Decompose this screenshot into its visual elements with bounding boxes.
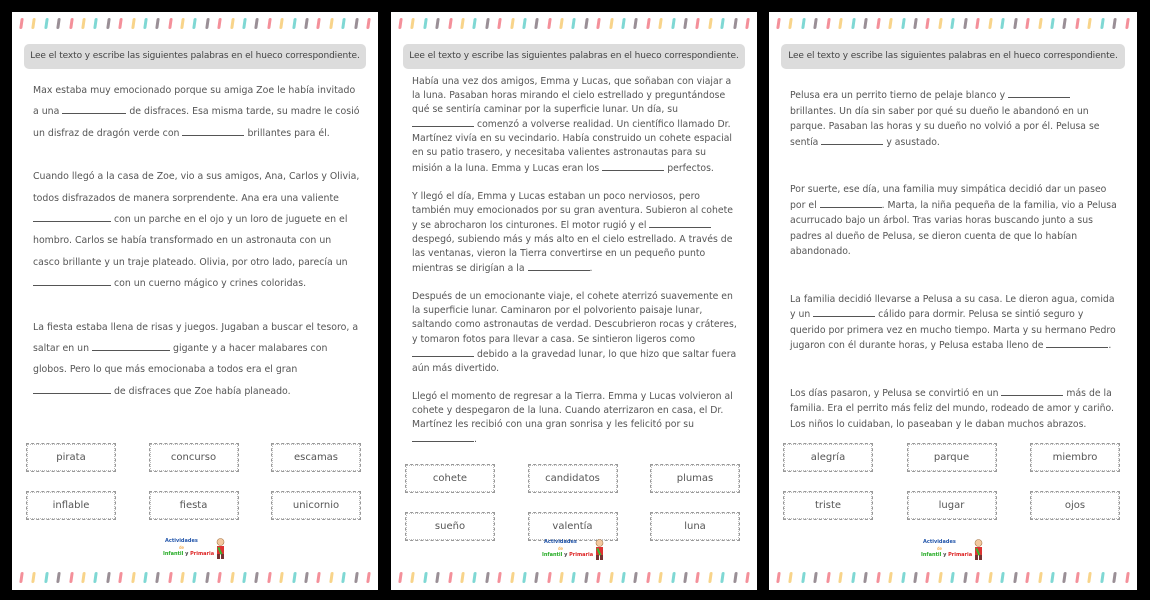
stripe-mark <box>863 18 868 29</box>
stripe-mark <box>131 18 136 29</box>
stripe-mark <box>658 18 663 29</box>
worksheet-page-1 <box>12 12 378 590</box>
word-card[interactable]: cohete <box>405 464 495 493</box>
stripe-mark <box>473 572 478 583</box>
stripe-mark <box>975 18 980 29</box>
word-bank <box>26 443 361 520</box>
stripe-mark <box>267 572 272 583</box>
stripe-mark <box>193 572 198 583</box>
stripe-mark <box>708 572 713 583</box>
worksheet-page-3 <box>769 12 1137 590</box>
stripe-mark <box>106 18 111 29</box>
stripe-mark <box>304 18 309 29</box>
stripe-mark <box>683 572 688 583</box>
stripe-mark <box>460 18 465 29</box>
stripe-mark <box>572 18 577 29</box>
stripe-mark <box>547 572 552 583</box>
stripe-mark <box>81 18 86 29</box>
stripe-mark <box>745 18 750 29</box>
stripe-mark <box>255 572 260 583</box>
word-card[interactable]: sueño <box>405 512 495 541</box>
word-card[interactable]: parque <box>907 443 997 472</box>
decorative-stripes-bottom <box>777 572 1129 584</box>
stripe-mark <box>366 18 371 29</box>
stripe-mark <box>1050 572 1055 583</box>
paragraph: Y llegó el día, Emma y Lucas estaban un poco nerviosos, pero también muy emocionados por su gran aventura. Subieron al cohete y se abrocharon los cinturones. El motor rugió y el despegó, subiendo más y más alto en el cielo estrellado. A través de las ventanas, vieron la Tierra convertirse en un pequeño punto mientras se dirigían a la . <box>412 190 733 275</box>
word-card[interactable]: concurso <box>149 443 239 472</box>
stripe-mark <box>1125 18 1130 29</box>
stripe-mark <box>814 18 819 29</box>
stripe-mark <box>851 18 856 29</box>
stripe-mark <box>304 572 309 583</box>
stripe-mark <box>398 18 403 29</box>
stripe-mark <box>609 18 614 29</box>
instruction-banner: Lee el texto y escribe las siguientes palabras en el hueco correspondiente. <box>24 44 366 69</box>
stripe-mark <box>926 572 931 583</box>
stripe-mark <box>423 18 428 29</box>
stripe-mark <box>205 572 210 583</box>
story-text <box>790 88 1119 464</box>
publisher-logo <box>542 539 606 563</box>
stripe-mark <box>1100 572 1105 583</box>
stripe-mark <box>354 18 359 29</box>
stripe-mark <box>975 572 980 583</box>
logo-text: de <box>558 546 563 551</box>
decorative-stripes-bottom <box>20 572 370 584</box>
stripe-mark <box>168 572 173 583</box>
stripe-mark <box>814 572 819 583</box>
stripe-mark <box>1038 572 1043 583</box>
worksheet-page-2 <box>391 12 757 590</box>
stripe-mark <box>423 572 428 583</box>
stripe-mark <box>143 572 148 583</box>
word-card[interactable]: plumas <box>650 464 740 493</box>
decorative-stripes-top <box>777 18 1129 30</box>
stripe-mark <box>876 572 881 583</box>
publisher-logo <box>921 539 985 563</box>
stripe-mark <box>341 572 346 583</box>
stripe-mark <box>913 18 918 29</box>
blank-field[interactable] <box>412 432 474 442</box>
stripe-mark <box>156 572 161 583</box>
stripe-mark <box>863 572 868 583</box>
logo-text: Actividades <box>544 539 577 545</box>
blank-field[interactable] <box>92 341 170 351</box>
stripe-mark <box>1063 572 1068 583</box>
stripe-mark <box>56 18 61 29</box>
stripe-mark <box>510 18 515 29</box>
stripe-mark <box>460 572 465 583</box>
logo-text: Actividades <box>165 538 198 544</box>
stripe-mark <box>205 18 210 29</box>
paragraph: Max estaba muy emocionado porque su amiga Zoe le había invitado a una de disfraces. Esa misma tarde, su madre le cosió un disfraz de dragón verde con brillantes para él. <box>33 85 360 139</box>
stripe-mark <box>801 572 806 583</box>
stripe-mark <box>776 18 781 29</box>
stripe-mark <box>1013 572 1018 583</box>
stripe-mark <box>411 572 416 583</box>
stripe-mark <box>94 572 99 583</box>
stripe-mark <box>951 572 956 583</box>
word-card[interactable]: escamas <box>271 443 361 472</box>
stripe-mark <box>720 18 725 29</box>
stripe-mark <box>559 18 564 29</box>
stripe-mark <box>584 18 589 29</box>
stripe-mark <box>230 18 235 29</box>
stripe-mark <box>1112 18 1117 29</box>
stripe-mark <box>329 18 334 29</box>
word-card[interactable]: fiesta <box>149 491 239 520</box>
stripe-mark <box>535 18 540 29</box>
stripe-mark <box>901 18 906 29</box>
stripe-mark <box>435 18 440 29</box>
paragraph: Por suerte, ese día, una familia muy simpática decidió dar un paseo por el . Marta, la niña pequeña de la familia, vio a Pelusa acurrucado bajo un árbol. Tras varias horas buscando junto a sus padres al dueño de Pelusa, se dieron cuenta de que lo habían abandonado. <box>790 184 1117 257</box>
paragraph: Después de un emocionante viaje, el cohete aterrizó suavemente en la superficie lunar. Caminaron por el polvoriento paisaje lunar, saltando como astronautas de verdad. Descubrieron rocas y cráteres, y tomaron fotos para llevar a casa. Se sintieron ligeros como debido a la gravedad lunar, lo que hizo que saltar fuera aún más divertido. <box>412 291 737 374</box>
logo-text: de <box>179 545 184 550</box>
stripe-mark <box>329 572 334 583</box>
word-card[interactable]: miembro <box>1030 443 1120 472</box>
stripe-mark <box>497 572 502 583</box>
blank-field[interactable] <box>62 104 126 114</box>
stripe-mark <box>32 18 37 29</box>
stripe-mark <box>851 572 856 583</box>
word-card[interactable]: valentía <box>528 512 618 541</box>
stripe-mark <box>255 18 260 29</box>
stripe-mark <box>789 18 794 29</box>
stripe-mark <box>19 18 24 29</box>
stripe-mark <box>876 18 881 29</box>
stripe-mark <box>1088 572 1093 583</box>
logo-text: Infantil y Primaria <box>542 552 594 558</box>
stripe-mark <box>118 18 123 29</box>
stripe-mark <box>448 18 453 29</box>
paragraph: Llegó el momento de regresar a la Tierra. Emma y Lucas volvieron al cohete y despegaron de la luna. Cuando aterrizaron en casa, el Dr. Martínez les recibió con una gran sonrisa y les felicitó por su . <box>412 390 733 446</box>
blank-field[interactable] <box>412 347 474 357</box>
stripe-mark <box>180 572 185 583</box>
stripe-mark <box>826 572 831 583</box>
paragraph: Los días pasaron, y Pelusa se convirtió en un más de la familia. Era el perrito más feliz del mundo, rodeado de amor y cariño. Los niños lo cuidaban, lo paseaban y le daban muchos abrazos. <box>790 387 1115 430</box>
blank-field[interactable] <box>1008 88 1070 98</box>
paragraph: La familia decidió llevarse a Pelusa a su casa. Le dieron agua, comida y un cálido para dormir. Pelusa se sintió seguro y querido por primera vez en mucho tiempo. Marta y su hermano Pedro jugaron con él durante horas, y Pelusa estaba lleno de . <box>790 293 1116 351</box>
stripe-mark <box>596 572 601 583</box>
stripe-mark <box>435 572 440 583</box>
blank-field[interactable] <box>821 135 883 145</box>
stripe-mark <box>411 18 416 29</box>
stripe-mark <box>292 18 297 29</box>
stripe-mark <box>19 572 24 583</box>
stripe-mark <box>522 572 527 583</box>
stripe-mark <box>56 572 61 583</box>
stripe-mark <box>696 572 701 583</box>
blank-field[interactable] <box>528 261 590 271</box>
stripe-mark <box>646 18 651 29</box>
blank-field[interactable] <box>813 307 875 317</box>
stripe-mark <box>720 572 725 583</box>
blank-field[interactable] <box>182 126 244 136</box>
stripe-mark <box>708 18 713 29</box>
decorative-stripes-top <box>399 18 749 30</box>
stripe-mark <box>242 572 247 583</box>
stripe-mark <box>838 18 843 29</box>
stripe-mark <box>217 18 222 29</box>
blank-field[interactable] <box>602 161 664 171</box>
story-text <box>412 75 739 461</box>
stripe-mark <box>951 18 956 29</box>
stripe-mark <box>733 572 738 583</box>
stripe-mark <box>143 18 148 29</box>
stripe-mark <box>559 572 564 583</box>
stripe-mark <box>522 18 527 29</box>
blank-field[interactable] <box>1001 386 1063 396</box>
word-card[interactable]: inflable <box>26 491 116 520</box>
stripe-mark <box>497 18 502 29</box>
stripe-mark <box>789 572 794 583</box>
stripe-mark <box>733 18 738 29</box>
child-mascot-icon <box>214 538 227 560</box>
stripe-mark <box>106 572 111 583</box>
stripe-mark <box>485 18 490 29</box>
stripe-mark <box>94 18 99 29</box>
word-card[interactable]: alegría <box>783 443 873 472</box>
stripe-mark <box>1125 572 1130 583</box>
stripe-mark <box>354 572 359 583</box>
decorative-stripes-top <box>20 18 370 30</box>
word-card[interactable]: unicornio <box>271 491 361 520</box>
stripe-mark <box>888 18 893 29</box>
word-card[interactable]: candidatos <box>528 464 618 493</box>
instruction-banner: Lee el texto y escribe las siguientes palabras en el hueco correspondiente. <box>781 44 1125 69</box>
stripe-mark <box>609 572 614 583</box>
stripe-mark <box>1100 18 1105 29</box>
paragraph: Había una vez dos amigos, Emma y Lucas, que soñaban con viajar a la luna. Pasaban horas mirando el cielo estrellado y preguntándose qué se sentiría caminar por la superficie lunar. Un día, su comenzó a volverse realidad. Un científico llamado Dr. Martínez vivía en su vecindario. Había construido un cohete espacial en su patio trasero, y necesitaba valientes astronautas para su misión a la luna. Emma y Lucas eran los perfectos. <box>412 76 732 174</box>
stripe-mark <box>963 572 968 583</box>
decorative-stripes-bottom <box>399 572 749 584</box>
stripe-mark <box>485 572 490 583</box>
stripe-mark <box>988 572 993 583</box>
stripe-mark <box>1075 572 1080 583</box>
stripe-mark <box>901 572 906 583</box>
stripe-mark <box>448 572 453 583</box>
stripe-mark <box>341 18 346 29</box>
stripe-mark <box>242 18 247 29</box>
stripe-mark <box>1025 18 1030 29</box>
stripe-mark <box>1088 18 1093 29</box>
stripe-mark <box>826 18 831 29</box>
stripe-mark <box>584 572 589 583</box>
stripe-mark <box>547 18 552 29</box>
word-card[interactable]: triste <box>783 491 873 520</box>
stripe-mark <box>81 572 86 583</box>
word-card[interactable]: luna <box>650 512 740 541</box>
blank-field[interactable] <box>33 276 111 286</box>
stripe-mark <box>32 572 37 583</box>
stripe-mark <box>267 18 272 29</box>
stripe-mark <box>398 572 403 583</box>
stripe-mark <box>317 572 322 583</box>
stripe-mark <box>1000 572 1005 583</box>
logo-text: Infantil y Primaria <box>163 551 215 557</box>
stripe-mark <box>671 572 676 583</box>
stripe-mark <box>69 572 74 583</box>
blank-field[interactable] <box>820 198 882 208</box>
stripe-mark <box>1112 572 1117 583</box>
stripe-mark <box>572 572 577 583</box>
stripe-mark <box>473 18 478 29</box>
stripe-mark <box>1013 18 1018 29</box>
story-text <box>33 80 360 424</box>
stripe-mark <box>118 572 123 583</box>
stripe-mark <box>156 18 161 29</box>
word-card[interactable]: ojos <box>1030 491 1120 520</box>
stripe-mark <box>535 572 540 583</box>
stripe-mark <box>217 572 222 583</box>
stripe-mark <box>938 572 943 583</box>
blank-field[interactable] <box>33 212 111 222</box>
stripe-mark <box>671 18 676 29</box>
stripe-mark <box>621 572 626 583</box>
word-card[interactable]: pirata <box>26 443 116 472</box>
stripe-mark <box>279 572 284 583</box>
stripe-mark <box>44 572 49 583</box>
blank-field[interactable] <box>412 117 474 127</box>
stripe-mark <box>1063 18 1068 29</box>
logo-text: de <box>937 546 942 551</box>
child-mascot-icon <box>972 539 985 561</box>
instruction-banner: Lee el texto y escribe las siguientes palabras en el hueco correspondiente. <box>403 44 745 69</box>
word-bank <box>783 443 1120 520</box>
paragraph: La fiesta estaba llena de risas y juegos. Jugaban a buscar el tesoro, a saltar en un gigante y a hacer malabares con globos. Pero lo que más emocionaba a todos era el gran de disfraces que Zoe había planeado. <box>33 321 359 397</box>
word-card[interactable]: lugar <box>907 491 997 520</box>
stripe-mark <box>801 18 806 29</box>
stripe-mark <box>1075 18 1080 29</box>
stripe-mark <box>776 572 781 583</box>
paragraph: Pelusa era un perrito tierno de pelaje blanco y brillantes. Un día sin saber por qué su dueño le abandonó en un parque. Pasaban las horas y su dueño no volvió a por él. Pelusa se sentía y asustado. <box>790 90 1100 148</box>
stripe-mark <box>1025 572 1030 583</box>
stripe-mark <box>366 572 371 583</box>
stripe-mark <box>646 572 651 583</box>
stripe-mark <box>69 18 74 29</box>
stripe-mark <box>131 572 136 583</box>
blank-field[interactable] <box>1046 338 1108 348</box>
stripe-mark <box>963 18 968 29</box>
child-mascot-icon <box>593 539 606 561</box>
stripe-mark <box>745 572 750 583</box>
stripe-mark <box>634 18 639 29</box>
stripe-mark <box>1000 18 1005 29</box>
stripe-mark <box>926 18 931 29</box>
stripe-mark <box>634 572 639 583</box>
logo-text: Actividades <box>923 539 956 545</box>
stripe-mark <box>279 18 284 29</box>
stripe-mark <box>683 18 688 29</box>
stripe-mark <box>621 18 626 29</box>
stripe-mark <box>510 572 515 583</box>
stripe-mark <box>1050 18 1055 29</box>
stripe-mark <box>317 18 322 29</box>
stripe-mark <box>44 18 49 29</box>
stripe-mark <box>292 572 297 583</box>
stripe-mark <box>988 18 993 29</box>
publisher-logo <box>163 538 227 562</box>
stripe-mark <box>168 18 173 29</box>
stripe-mark <box>696 18 701 29</box>
stripe-mark <box>658 572 663 583</box>
blank-field[interactable] <box>649 218 711 228</box>
stripe-mark <box>230 572 235 583</box>
stripe-mark <box>938 18 943 29</box>
blank-field[interactable] <box>33 384 111 394</box>
stripe-mark <box>888 572 893 583</box>
stripe-mark <box>838 572 843 583</box>
stripe-mark <box>193 18 198 29</box>
logo-text: Infantil y Primaria <box>921 552 973 558</box>
paragraph: Cuando llegó a la casa de Zoe, vio a sus amigos, Ana, Carlos y Olivia, todos disfrazados de manera sorprendente. Ana era una valiente con un parche en el ojo y un loro de juguete en el hombro. Carlos se había transformado en un astronauta con un casco brillante y un traje plateado. Olivia, por otro lado, parecía un con un cuerno mágico y crines coloridas. <box>33 171 360 290</box>
word-bank <box>405 464 740 541</box>
stripe-mark <box>180 18 185 29</box>
stripe-mark <box>1038 18 1043 29</box>
stripe-mark <box>913 572 918 583</box>
stripe-mark <box>596 18 601 29</box>
